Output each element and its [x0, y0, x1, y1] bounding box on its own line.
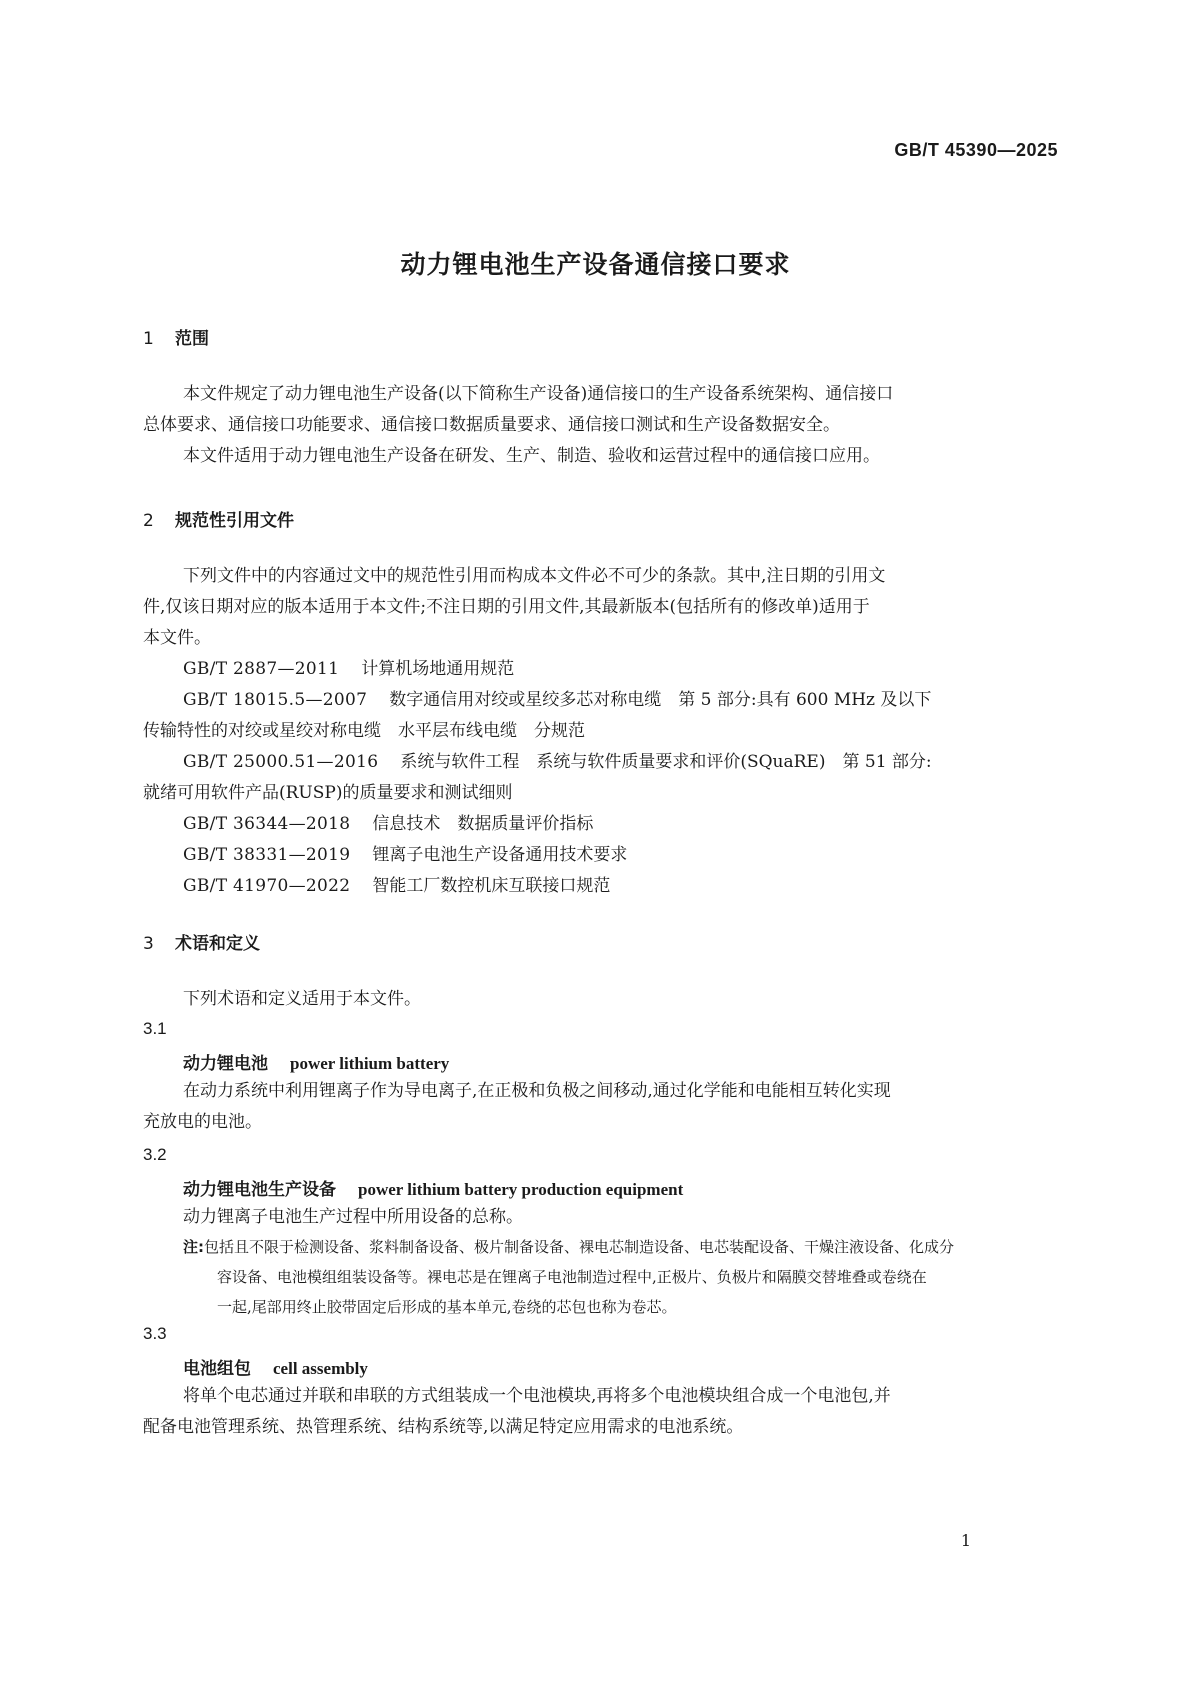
document-number: GB/T 45390—2025: [894, 140, 1058, 160]
term-zh: 动力锂电池: [183, 1054, 268, 1074]
reference-code: GB/T 36344—2018: [183, 814, 351, 834]
section-heading-3: [143, 929, 260, 954]
reference-title: 智能工厂数控机床互联接口规范: [372, 876, 611, 896]
reference-title: 计算机场地通用规范: [361, 659, 515, 679]
clause-number: 3.2: [143, 1145, 167, 1164]
term-entry: [183, 1049, 449, 1074]
section-number: 1: [143, 329, 154, 349]
paragraph-line: 件,仅该日期对应的版本适用于本文件;不注日期的引用文件,其最新版本(包括所有的修改单)适用于: [143, 597, 870, 617]
definition-line: 在动力系统中利用锂离子作为导电离子,在正极和负极之间移动,通过化学能和电能相互转化实现: [183, 1081, 891, 1101]
reference-item: [183, 747, 932, 777]
reference-continuation: 就绪可用软件产品(RUSP)的质量要求和测试细则: [143, 783, 513, 803]
reference-code: GB/T 2887—2011: [183, 659, 340, 679]
section-number: 2: [143, 511, 154, 531]
paragraph-line: 下列术语和定义适用于本文件。: [183, 989, 421, 1009]
paragraph-line: 总体要求、通信接口功能要求、通信接口数据质量要求、通信接口测试和生产设备数据安全。: [143, 415, 840, 435]
clause-number: 3.3: [143, 1324, 167, 1343]
section-heading-1: [143, 324, 209, 349]
term-entry: [183, 1354, 368, 1379]
term-entry: [183, 1175, 683, 1200]
reference-code: GB/T 38331—2019: [183, 845, 351, 865]
term-zh: 电池组包: [183, 1359, 251, 1379]
reference-code: GB/T 18015.5—2007: [183, 690, 368, 710]
paragraph-line: 本文件适用于动力锂电池生产设备在研发、生产、制造、验收和运营过程中的通信接口应用。: [183, 446, 880, 466]
note-line: 包括且不限于检测设备、浆料制备设备、极片制备设备、裸电芯制造设备、电芯装配设备、干燥注液设备、化成分: [204, 1238, 955, 1256]
definition-line: 配备电池管理系统、热管理系统、结构系统等,以满足特定应用需求的电池系统。: [143, 1417, 744, 1437]
note-label: 注:: [183, 1238, 204, 1256]
note-line: 一起,尾部用终止胶带固定后形成的基本单元,卷绕的芯包也称为卷芯。: [217, 1298, 677, 1316]
reference-title: 信息技术 数据质量评价指标: [372, 814, 594, 834]
paragraph-line: 下列文件中的内容通过文中的规范性引用而构成本文件必不可少的条款。其中,注日期的引用文: [183, 566, 886, 586]
term-en: cell assembly: [273, 1359, 368, 1378]
note: [183, 1236, 954, 1257]
section-title: 术语和定义: [175, 934, 260, 954]
section-heading-2: [143, 506, 294, 531]
term-en: power lithium battery production equipment: [358, 1180, 684, 1199]
term-zh: 动力锂电池生产设备: [183, 1180, 336, 1200]
reference-item: [183, 871, 610, 901]
reference-item: [183, 685, 931, 715]
paragraph-line: 本文件。: [143, 628, 211, 648]
reference-continuation: 传输特性的对绞或星绞对称电缆 水平层布线电缆 分规范: [143, 721, 585, 741]
reference-title: 数字通信用对绞或星绞多芯对称电缆 第 5 部分:具有 600 MHz 及以下: [389, 690, 932, 710]
note-line: 容设备、电池模组组装设备等。裸电芯是在锂离子电池制造过程中,正极片、负极片和隔膜交替堆叠或卷绕在: [217, 1268, 927, 1286]
page-title: 动力锂电池生产设备通信接口要求: [400, 250, 791, 279]
reference-item: [183, 654, 514, 684]
definition-line: 动力锂离子电池生产过程中所用设备的总称。: [183, 1207, 523, 1227]
section-title: 规范性引用文件: [175, 511, 294, 531]
term-en: power lithium battery: [290, 1054, 450, 1073]
section-number: 3: [143, 934, 154, 954]
page-number: 1: [960, 1531, 971, 1550]
clause-number: 3.1: [143, 1019, 167, 1038]
definition-line: 充放电的电池。: [143, 1112, 262, 1132]
definition-line: 将单个电芯通过并联和串联的方式组装成一个电池模块,再将多个电池模块组合成一个电池包,并: [183, 1386, 891, 1406]
reference-code: GB/T 41970—2022: [183, 876, 351, 896]
reference-item: [183, 809, 593, 839]
paragraph-line: 本文件规定了动力锂电池生产设备(以下简称生产设备)通信接口的生产设备系统架构、通信接口: [183, 384, 894, 404]
section-title: 范围: [175, 329, 209, 349]
reference-code: GB/T 25000.51—2016: [183, 752, 379, 772]
reference-item: [183, 840, 627, 870]
reference-title: 锂离子电池生产设备通用技术要求: [372, 845, 628, 865]
reference-title: 系统与软件工程 系统与软件质量要求和评价(SQuaRE) 第 51 部分:: [400, 752, 932, 772]
